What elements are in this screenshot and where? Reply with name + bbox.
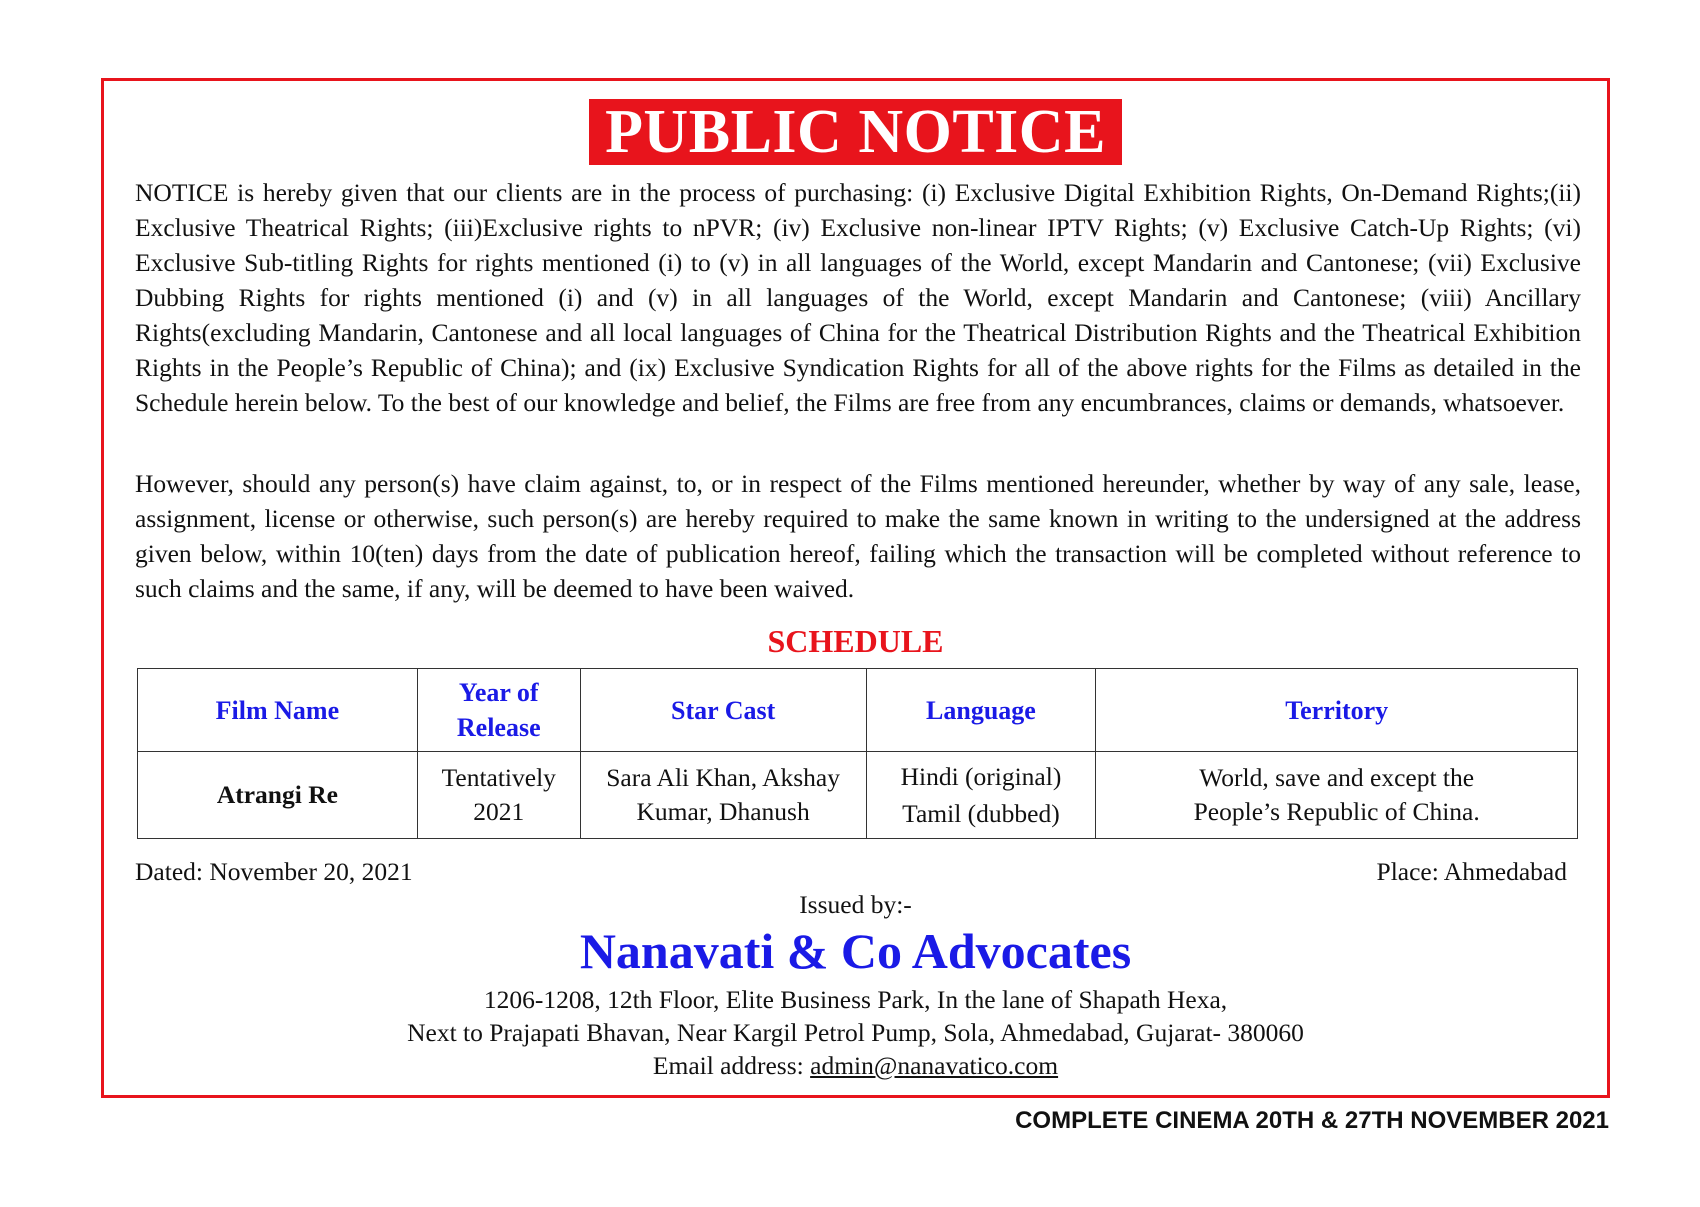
column-header-year-of-release (417, 669, 580, 752)
dated-text: Dated: November 20, 2021 (135, 857, 413, 886)
page-title: PUBLIC NOTICE (589, 99, 1122, 165)
cell-territory-line2: People’s Republic of China. (1193, 797, 1480, 826)
column-header-film-name: Film Name (138, 669, 418, 752)
issued-by-text: Issued by:- (799, 890, 912, 919)
notice-paragraph-rights: NOTICE is hereby given that our clients are in the process of purchasing: (i) Exclusive Digital Exhibition Rights, On-Demand Rights;(ii) Exclusive Theatrical Rights; (iii)Exclusive rights to nPVR; (iv) Exclusive non-linear IPTV Rights; (v) Exclusive Catch-Up Rights; (vi) Exclusive Sub-titling Rights for rights mentioned (i) to (v) in all languages of the World, except Mandarin and Cantonese; (vii) Exclusive Dubbing Rights for rights mentioned (i) and (v) in all languages of the World, except Mandarin and Cantonese; (viii) Ancillary Rights(excluding Mandarin, Cantonese and all local languages of China for the Theatrical Distribution Rights and the Theatrical Exhibition Rights in the People’s Republic of China); and (ix) Exclusive Syndication Rights for all of the above rights for the Films as detailed in the Schedule herein below. To the best of our knowledge and belief, the Films are free from any encumbrances, claims or demands, whatsoever. (135, 178, 1581, 417)
firm-name: Nanavati & Co Advocates (579, 923, 1132, 979)
email-label: Email address: (652, 1051, 811, 1080)
column-header-star-cast: Star Cast (580, 669, 866, 752)
notice-paragraph-claims: However, should any person(s) have claim against, to, or in respect of the Films mentioned hereunder, whether by way of any sale, lease, assignment, license or otherwise, such person(s) are hereby required to make the same known in writing to the undersigned at the address given below, within 10(ten) days from the date of publication hereof, failing which the transaction will be completed without reference to such claims and the same, if any, will be deemed to have been waived. (135, 469, 1581, 603)
email-line (104, 1049, 1607, 1082)
schedule-table (137, 668, 1578, 839)
address-line-2: Next to Prajapati Bhavan, Near Kargil Petrol Pump, Sola, Ahmedabad, Gujarat- 380060 (407, 1018, 1304, 1047)
cell-language-line1: Hindi (original) (900, 762, 1062, 791)
schedule-heading: SCHEDULE (767, 623, 944, 659)
cell-year-line2: 2021 (473, 797, 525, 826)
cell-territory-line1: World, save and except the (1199, 763, 1475, 792)
email-link[interactable]: admin@nanavatico.com (810, 1051, 1059, 1080)
publication-footer: COMPLETE CINEMA 20TH & 27TH NOVEMBER 2021 (1015, 1107, 1609, 1134)
cell-star-cast (580, 752, 866, 839)
column-header-year-line1: Year of (458, 678, 539, 707)
address-line-1: 1206-1208, 12th Floor, Elite Business Park, In the lane of Shapath Hexa, (483, 985, 1228, 1014)
place-text: Place: Ahmedabad (1376, 857, 1567, 886)
column-header-territory: Territory (1096, 669, 1578, 752)
cell-language-line2: Tamil (dubbed) (902, 799, 1060, 828)
cell-language (866, 752, 1096, 839)
column-header-language: Language (866, 669, 1096, 752)
notice-frame (101, 78, 1610, 1098)
cell-territory (1096, 752, 1578, 839)
column-header-year-line2: Release (456, 713, 541, 742)
cell-cast-line1: Sara Ali Khan, Akshay (606, 763, 840, 792)
table-header-row (138, 669, 1578, 752)
cell-film-name: Atrangi Re (138, 752, 418, 839)
cell-year-of-release (417, 752, 580, 839)
cell-cast-line2: Kumar, Dhanush (636, 797, 810, 826)
table-row (138, 752, 1578, 839)
title-container (104, 99, 1607, 165)
cell-year-line1: Tentatively (441, 763, 556, 792)
